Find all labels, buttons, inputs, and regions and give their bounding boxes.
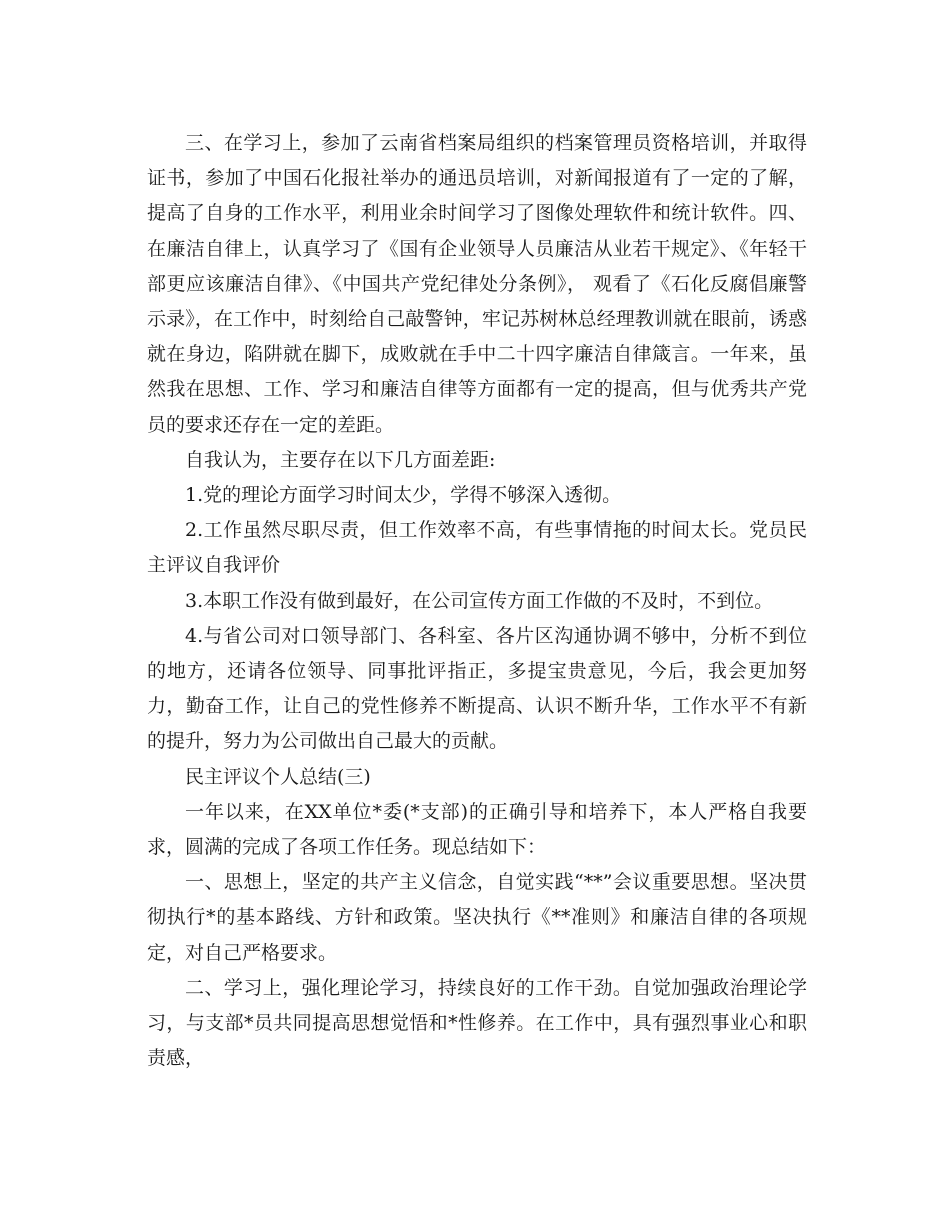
paragraph-shortcoming-1: 1.党的理论方面学习时间太少，学得不够深入透彻。 xyxy=(185,484,622,507)
paragraph-shortcoming-4: 4.与省公司对口领导部门、各科室、各片区沟通协调不够中，分析不到位的地方，还请各位领导、同事批评指正，多提宝贵意见，今后，我会更加努力，勤奋工作，让自己的党性修养不断提高、认识不断升华，工作水平不有新的提升，努力为公司做出自己最大的贡献。 xyxy=(147,624,807,753)
paragraph-study-integrity: 三、在学习上，参加了云南省档案局组织的档案管理员资格培训，并取得证书，参加了中国石化报社举办的通迅员培训，对新闻报道有了一定的了解，提高了自身的工作水平，利用业余时间学习了图像处理软件和统计软件。四、在廉洁自律上，认真学习了《国有企业领导人员廉洁从业若干规定》、《年轻干部更应该廉洁自律》、《中国共产党纪律处分条例》， 观看了《石化反腐倡廉警示录》，在工作中，时刻给自己敲警钟，牢记苏树林总经理教训就在眼前，诱惑就在身边，陷阱就在脚下，成败就在手中二十四字廉洁自律箴言。一年来，虽然我在思想、工作、学习和廉洁自律等方面都有一定的提高，但与优秀共产党员的要求还存在一定的差距。 xyxy=(147,132,807,436)
document-body xyxy=(147,126,807,1076)
paragraph-shortcoming-3: 3.本职工作没有做到最好，在公司宣传方面工作做的不及时，不到位。 xyxy=(185,589,774,612)
section-heading: 民主评议个人总结(三) xyxy=(185,765,371,788)
paragraph-shortcomings-intro: 自我认为，主要存在以下几方面差距: xyxy=(185,448,496,471)
paragraph-shortcoming-2: 2.工作虽然尽职尽责，但工作效率不高，有些事情拖的时间太长。党员民主评议自我评价 xyxy=(147,519,807,577)
paragraph-ideology: 一、思想上，坚定的共产主义信念，自觉实践“**”会议重要思想。坚决贯彻执行*的基本路线、方针和政策。坚决执行《**准则》和廉洁自律的各项规定，对自己严格要求。 xyxy=(147,871,807,964)
paragraph-learning: 二、学习上，强化理论学习，持续良好的工作干劲。自觉加强政治理论学习，与支部*员共同提高思想觉悟和*性修养。在工作中，具有强烈事业心和职责感， xyxy=(147,976,807,1070)
paragraph-summary-intro: 一年以来，在XX单位*委(*支部)的正确引导和培养下，本人严格自我要求，圆满的完成了各项工作任务。现总结如下： xyxy=(147,800,807,859)
